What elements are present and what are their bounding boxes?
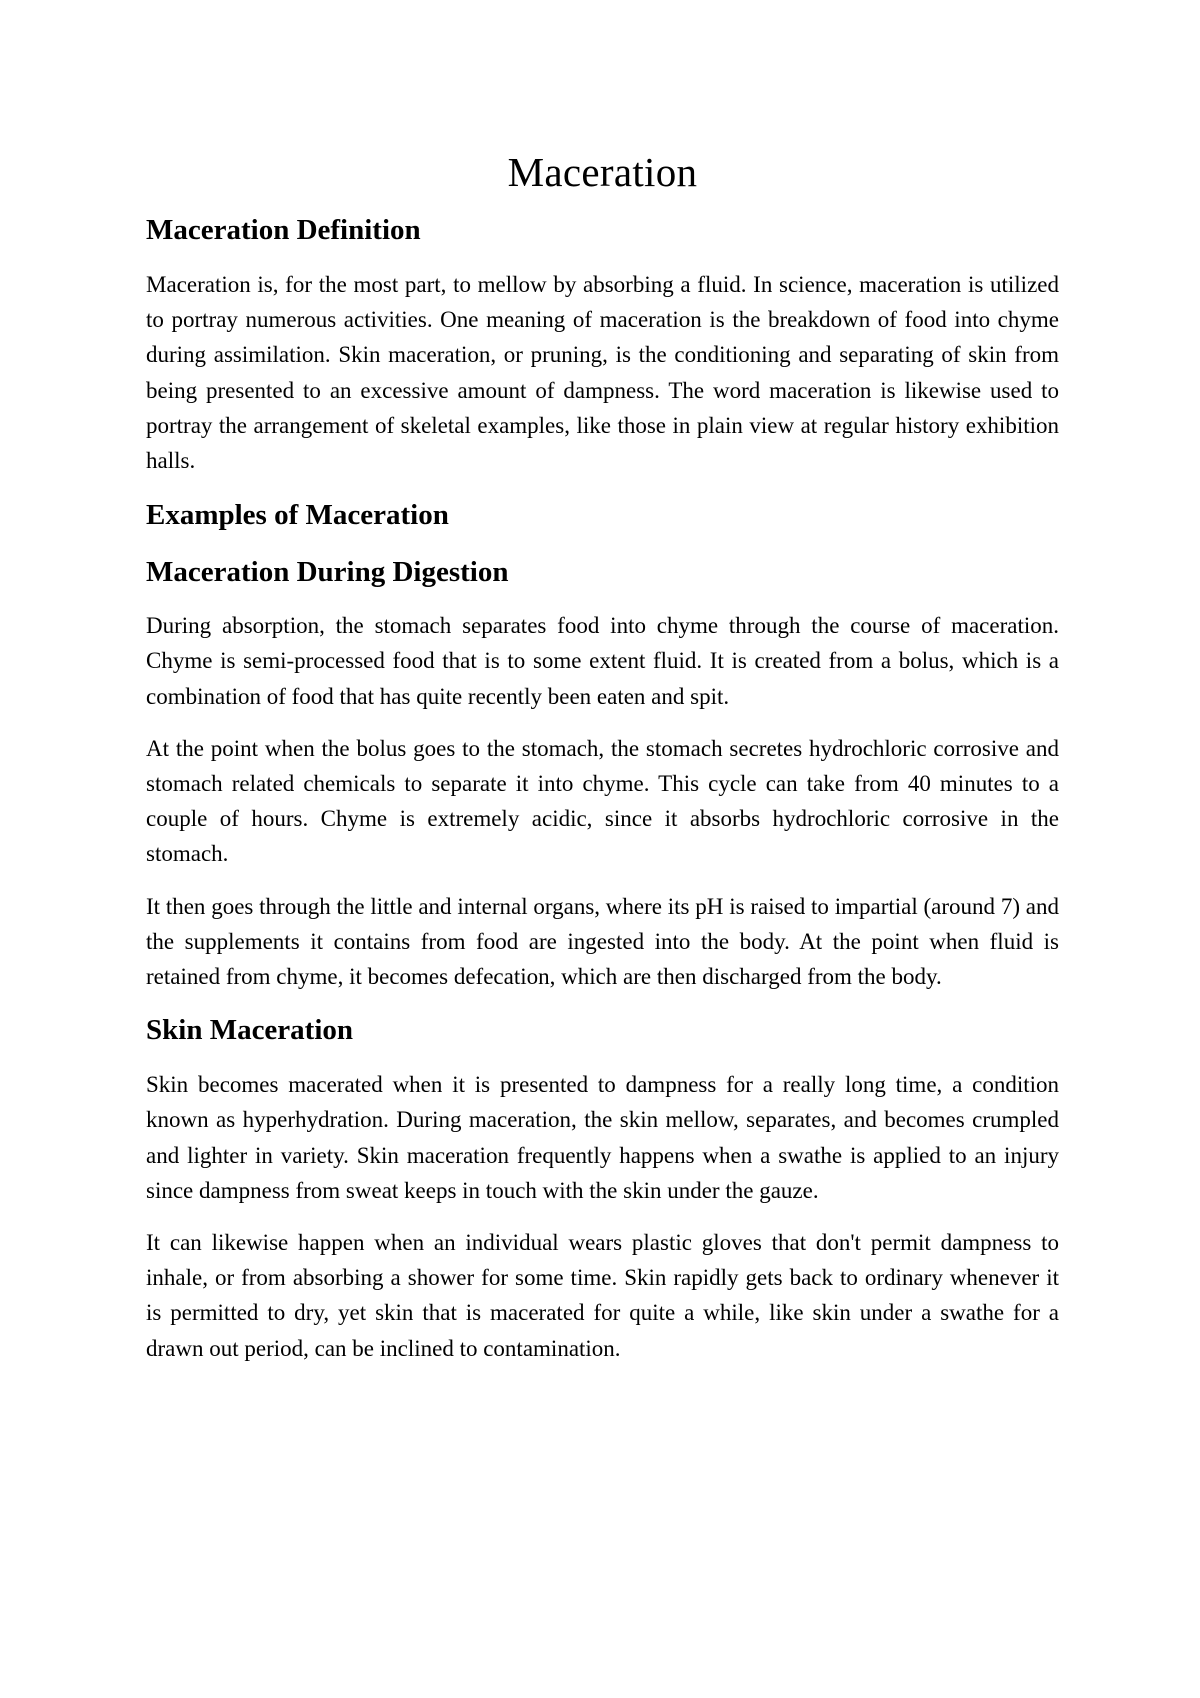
digestion-paragraph-2: At the point when the bolus goes to the stomach, the stomach secretes hydrochloric corrosive and stomach related chemicals to separate it into chyme. This cycle can take from 40 minutes to a couple of hours. Chyme is extremely acidic, since it absorbs hydrochloric corrosive in the stomach. — [146, 735, 1059, 867]
section-heading-examples: Examples of Maceration — [146, 499, 449, 532]
section-heading-skin: Skin Maceration — [146, 1014, 354, 1047]
skin-paragraph-2: It can likewise happen when an individual wears plastic gloves that don't permit dampness to inhale, or from absorbing a shower for some time. Skin rapidly gets back to ordinary whenever it is permitted to dry, yet skin that is macerated for quite a while, like skin under a swathe for a drawn out period, can be inclined to contamination. — [146, 1230, 1059, 1361]
definition-paragraph: Maceration is, for the most part, to mellow by absorbing a fluid. In science, maceration is utilized to portray numerous activities. One meaning of maceration is the breakdown of food into chyme during assimilation. Skin maceration, or pruning, is the conditioning and separating of skin from being presented to an excessive amount of dampness. The word maceration is likewise used to portray the arrangement of skeletal examples, like those in plain view at regular history exhibition halls. — [146, 272, 1059, 474]
digestion-paragraph-3: It then goes through the little and internal organs, where its pH is raised to impartial (around 7) and the supplements it contains from food are ingested into the body. At the point when fluid is retained from chyme, it becomes defecation, which are then discharged from the body. — [146, 893, 1059, 990]
document-title: Maceration — [507, 149, 698, 195]
section-heading-digestion: Maceration During Digestion — [146, 556, 509, 589]
section-heading-definition: Maceration Definition — [146, 214, 421, 246]
skin-paragraph-1: Skin becomes macerated when it is presented to dampness for a really long time, a condition known as hyperhydration. During maceration, the skin mellow, separates, and becomes crumpled and lighter in variety. Skin maceration frequently happens when a swathe is applied to an injury since dampness from sweat keeps in touch with the skin under the gauze. — [146, 1072, 1059, 1203]
document-body — [146, 145, 1059, 1366]
digestion-paragraph-1: During absorption, the stomach separates food into chyme through the course of maceration. Chyme is semi-processed food that is to some extent fluid. It is created from a bolus, which is a combination of food that has quite recently been eaten and spit. — [146, 613, 1059, 709]
